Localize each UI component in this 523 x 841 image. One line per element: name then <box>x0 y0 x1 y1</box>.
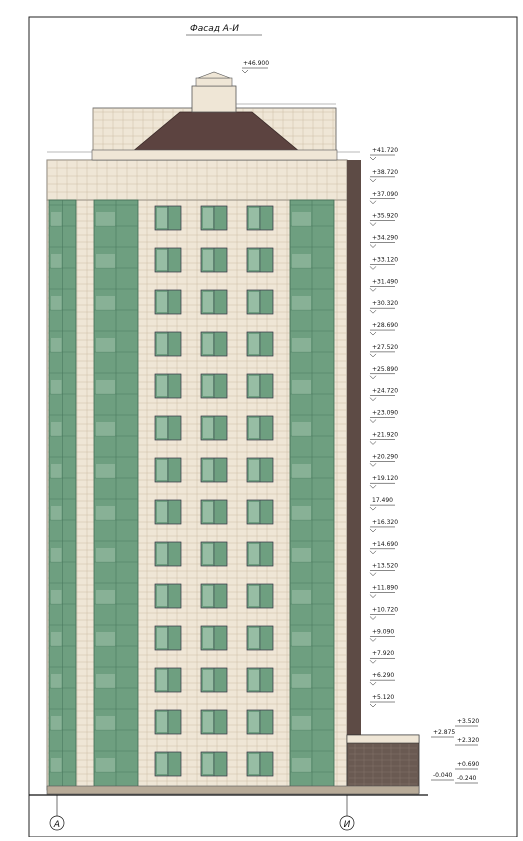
glass-highlight <box>51 590 62 604</box>
glass-highlight <box>292 716 311 730</box>
elevation-tick <box>370 157 376 160</box>
elevation-tick <box>370 201 376 204</box>
elevation-tick <box>370 288 376 291</box>
elevation-tick <box>370 463 376 466</box>
annex-elev-top-right: +3.520 <box>457 718 480 725</box>
elevation-tick <box>370 573 376 576</box>
elevation-label: +20.290 <box>372 453 399 461</box>
glass-highlight <box>51 506 62 520</box>
elevation-label: +24.720 <box>372 387 399 395</box>
glass-highlight <box>51 212 62 226</box>
glass-highlight <box>292 422 311 436</box>
roof-elevation-mark <box>242 60 269 73</box>
annex-elevation-marks <box>431 718 479 783</box>
side-dark-wall <box>347 160 361 735</box>
glass-highlight <box>292 296 311 310</box>
window-pane <box>249 670 259 690</box>
glass-highlight <box>292 590 311 604</box>
annex-body <box>347 735 419 793</box>
elevation-tick <box>370 245 376 248</box>
window-pane <box>157 628 167 648</box>
glass-highlight <box>292 338 311 352</box>
glass-highlight <box>96 212 115 226</box>
window-pane <box>249 712 259 732</box>
window-pane <box>249 250 259 270</box>
elevation-tick <box>370 704 376 707</box>
building <box>29 72 428 795</box>
window-pane <box>203 292 213 312</box>
elevation-label: +35.920 <box>372 212 399 220</box>
glass-highlight <box>51 716 62 730</box>
elevation-tick <box>370 398 376 401</box>
elevation-label: +37.090 <box>372 190 399 198</box>
annex-elev-ground-left: -0.040 <box>433 772 453 779</box>
window-pane <box>157 712 167 732</box>
roof-elevation-label: +46.900 <box>243 60 270 67</box>
window-pane <box>203 376 213 396</box>
window-pane <box>249 460 259 480</box>
glass-highlight <box>96 632 115 646</box>
elevation-label: +30.320 <box>372 300 399 308</box>
plinth <box>47 786 419 794</box>
window-pane <box>203 670 213 690</box>
glass-highlight <box>96 758 115 772</box>
elevation-tick <box>370 441 376 444</box>
elevation-label: +23.090 <box>372 409 399 417</box>
glass-highlight <box>292 506 311 520</box>
elevation-label: +41.720 <box>372 147 399 154</box>
elevation-tick <box>370 638 376 641</box>
elevation-label: +13.520 <box>372 562 399 570</box>
glass-highlight <box>51 632 62 646</box>
glass-highlight <box>96 590 115 604</box>
elevation-label: +38.720 <box>372 168 399 176</box>
elevation-tick <box>370 485 376 488</box>
elevation-label: +27.520 <box>372 343 399 351</box>
elevation-tick <box>370 354 376 357</box>
window-pane <box>249 628 259 648</box>
annex-cornice <box>347 735 419 743</box>
elevation-label: +34.290 <box>372 234 399 242</box>
window-pane <box>249 544 259 564</box>
elevation-tick <box>370 179 376 182</box>
glass-highlight <box>96 548 115 562</box>
glass-highlight <box>96 422 115 436</box>
window-pane <box>203 460 213 480</box>
elevation-label: 17.490 <box>372 497 393 505</box>
elevation-label: +21.920 <box>372 431 399 439</box>
glass-highlight <box>292 632 311 646</box>
roof-elevation-tick <box>242 70 248 73</box>
annex-elev-low-right: +0.690 <box>457 761 480 768</box>
glass-highlight <box>292 380 311 394</box>
elevation-tick <box>370 310 376 313</box>
glass-highlight <box>292 758 311 772</box>
window-pane <box>157 544 167 564</box>
window-pane <box>157 250 167 270</box>
glass-highlight <box>51 674 62 688</box>
elevation-label: +9.090 <box>372 628 395 636</box>
roof-cap-top <box>198 72 230 78</box>
window-pane <box>249 292 259 312</box>
elevation-label: +11.890 <box>372 584 399 592</box>
elevation-label: +7.920 <box>372 650 395 658</box>
glass-highlight <box>51 254 62 268</box>
elevation-label: +16.320 <box>372 518 399 526</box>
elevation-tick <box>370 660 376 663</box>
annex-elev-left: +2.875 <box>433 729 456 736</box>
glass-highlight <box>96 338 115 352</box>
elevation-label: +33.120 <box>372 256 399 264</box>
glass-highlight <box>96 464 115 478</box>
window-pane <box>157 334 167 354</box>
window-pane <box>203 544 213 564</box>
annex-elev-mid-right: +2.320 <box>457 737 480 744</box>
elevation-label: +14.690 <box>372 540 399 548</box>
elevation-tick <box>370 595 376 598</box>
window-pane <box>157 292 167 312</box>
elevation-marks <box>370 147 398 707</box>
glass-highlight <box>292 464 311 478</box>
elevation-label: +5.120 <box>372 694 395 701</box>
window-pane <box>249 208 259 228</box>
window-pane <box>203 418 213 438</box>
glass-highlight <box>292 212 311 226</box>
glass-highlight <box>96 674 115 688</box>
window-pane <box>203 334 213 354</box>
glass-highlight <box>96 716 115 730</box>
glass-highlight <box>51 380 62 394</box>
glass-highlight <box>51 758 62 772</box>
window-pane <box>203 628 213 648</box>
glass-highlight <box>96 296 115 310</box>
axis-label-right: И <box>343 820 351 830</box>
elevation-tick <box>370 266 376 269</box>
glass-highlight <box>292 254 311 268</box>
window-pane <box>249 334 259 354</box>
annex <box>347 735 419 793</box>
elevation-label: +6.290 <box>372 672 395 680</box>
axis-label-left: А <box>53 820 61 830</box>
roof-cap <box>196 78 232 86</box>
annex-elev-ground-right: -0.240 <box>457 775 477 782</box>
elevation-label: +19.120 <box>372 475 399 483</box>
glass-highlight <box>292 674 311 688</box>
window-pane <box>203 586 213 606</box>
window-pane <box>249 586 259 606</box>
elevation-label: +28.690 <box>372 322 399 330</box>
window-pane <box>157 376 167 396</box>
elevation-label: +10.720 <box>372 606 399 614</box>
glass-highlight <box>51 422 62 436</box>
elevation-tick <box>370 420 376 423</box>
elevation-tick <box>370 551 376 554</box>
elevation-tick <box>370 507 376 510</box>
glass-highlight <box>51 548 62 562</box>
window-pane <box>203 712 213 732</box>
window-pane <box>249 502 259 522</box>
window-pane <box>203 250 213 270</box>
window-pane <box>157 754 167 774</box>
elevation-tick <box>370 682 376 685</box>
window-pane <box>157 418 167 438</box>
elevation-label: +31.490 <box>372 278 399 286</box>
glass-highlight <box>51 338 62 352</box>
glass-highlight <box>96 506 115 520</box>
roof-penthouse <box>192 86 236 112</box>
glass-highlight <box>51 296 62 310</box>
elevation-tick <box>370 223 376 226</box>
elevation-tick <box>370 332 376 335</box>
glass-highlight <box>51 464 62 478</box>
glass-highlight <box>96 380 115 394</box>
window-pane <box>157 586 167 606</box>
window-pane <box>157 208 167 228</box>
window-pane <box>203 754 213 774</box>
elevation-label: +25.890 <box>372 365 399 373</box>
glass-highlight <box>292 548 311 562</box>
roof-structure <box>47 72 360 160</box>
axis-markers <box>50 795 354 830</box>
roof-front-band <box>92 150 337 160</box>
elevation-tick <box>370 529 376 532</box>
drawing-title: Фасад А-И <box>190 24 239 34</box>
window-pane <box>249 376 259 396</box>
elevation-tick <box>370 616 376 619</box>
window-pane <box>249 754 259 774</box>
window-pane <box>157 502 167 522</box>
window-pane <box>203 208 213 228</box>
window-pane <box>249 418 259 438</box>
window-pane <box>157 460 167 480</box>
window-pane <box>203 502 213 522</box>
window-pane <box>157 670 167 690</box>
glass-highlight <box>96 254 115 268</box>
elevation-tick <box>370 376 376 379</box>
